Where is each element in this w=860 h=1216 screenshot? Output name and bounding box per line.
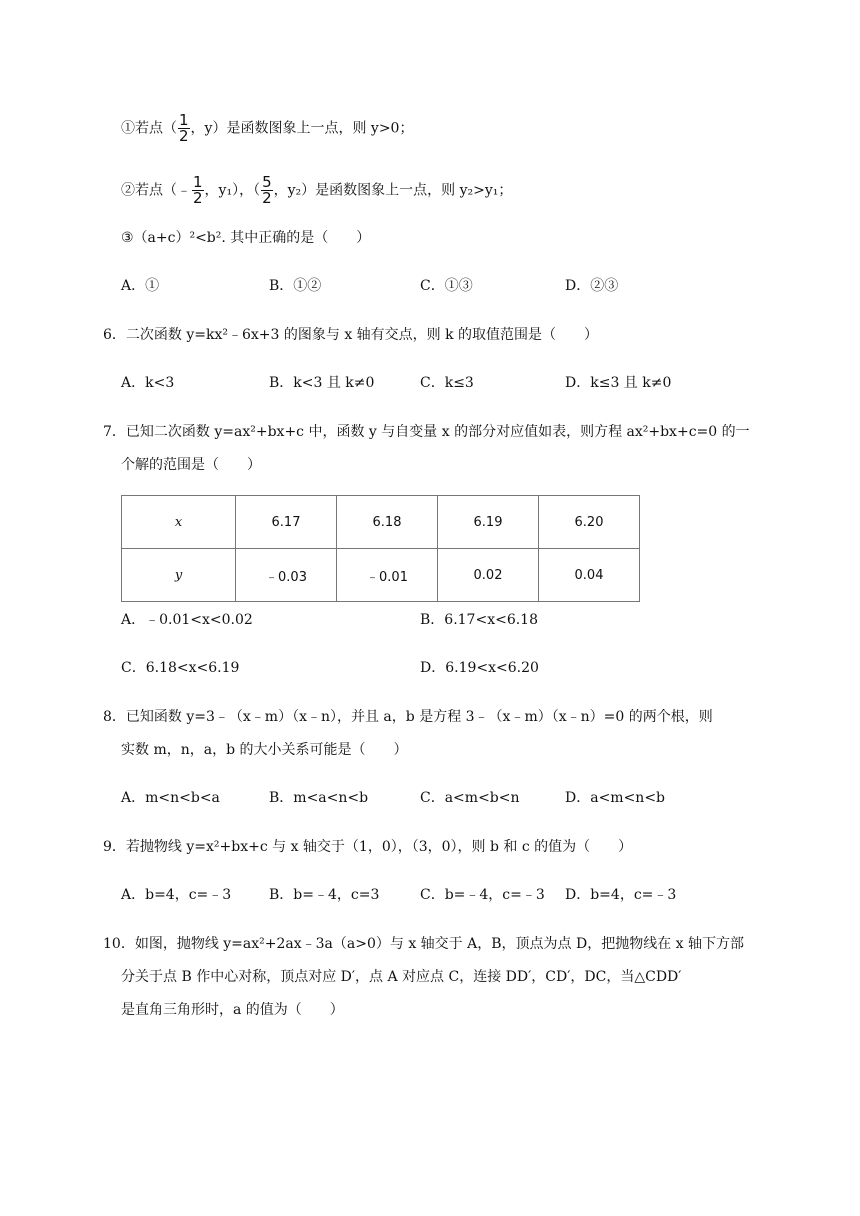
q8-option-b: B．m<a<n<b — [269, 790, 369, 806]
q10-stem-line-1: 10．如图，抛物线 y=ax²+2ax﹣3a（a>0）与 x 轴交于 A，B，顶点为点 D，把抛物线在 x 轴下方部 — [103, 936, 744, 952]
q5-statement-2 — [121, 175, 512, 206]
q9-option-b: B．b=﹣4，c=3 — [269, 887, 380, 903]
q5-statement-1 — [121, 113, 413, 144]
q7-option-d: D．6.19<x<6.20 — [420, 660, 539, 676]
q6-option-b: B．k<3 且 k≠0 — [269, 375, 375, 391]
table-cell: ﹣0.03 — [236, 549, 337, 602]
table-cell: 0.04 — [539, 549, 640, 602]
q5-s2-mid: ，y₁），（ — [204, 182, 261, 199]
q9-option-d: D．b=4，c=﹣3 — [565, 887, 677, 903]
q5-option-d: D．②③ — [565, 278, 619, 294]
q9-stem: 9．若抛物线 y=x²+bx+c 与 x 轴交于（1，0），（3，0），则 b 和 c 的值为（ ） — [103, 839, 633, 855]
q5-option-b: B．①② — [269, 278, 322, 294]
q10-stem-line-3: 是直角三角形时，a 的值为（ ） — [121, 1002, 344, 1018]
table-cell: 6.17 — [236, 496, 337, 549]
q5-s1-post: ，y）是函数图象上一点，则 y>0； — [190, 120, 414, 137]
q8-option-d: D．a<m<n<b — [565, 790, 666, 806]
values-table — [121, 495, 640, 602]
q7-stem-line-1: 7．已知二次函数 y=ax²+bx+c 中，函数 y 与自变量 x 的部分对应值如表，则方程 ax²+bx+c=0 的一 — [103, 424, 750, 440]
q7-option-b: B．6.17<x<6.18 — [420, 612, 538, 628]
table-cell: ﹣0.01 — [337, 549, 438, 602]
table-cell: 6.18 — [337, 496, 438, 549]
q6-option-a: A．k<3 — [121, 375, 175, 391]
fraction-one-half: $\frac{1}{2}$ — [193, 173, 203, 207]
q7-option-c: C．6.18<x<6.19 — [121, 660, 240, 676]
q5-s2-post: ，y₂）是函数图象上一点，则 y₂>y₁； — [273, 182, 513, 199]
table-cell: 6.19 — [438, 496, 539, 549]
q6-option-d: D．k≤3 且 k≠0 — [565, 375, 672, 391]
table-cell: 6.20 — [539, 496, 640, 549]
table-row-x — [122, 496, 640, 549]
q5-s1-pre: ①若点（ — [121, 120, 177, 137]
table-header-y: y — [122, 549, 236, 602]
table-header-x: x — [122, 496, 236, 549]
q6-option-c: C．k≤3 — [420, 375, 474, 391]
q8-stem-line-2: 实数 m，n，a，b 的大小关系可能是（ ） — [121, 742, 408, 758]
q8-option-a: A．m<n<b<a — [121, 790, 220, 806]
q8-stem-line-1: 8．已知函数 y=3﹣（x﹣m）（x﹣n），并且 a，b 是方程 3﹣（x﹣m）（x﹣n）=0 的两个根，则 — [103, 709, 713, 725]
q5-option-a: A．① — [121, 278, 160, 294]
table-row-y — [122, 549, 640, 602]
q7-option-a: A．﹣0.01<x<0.02 — [121, 612, 253, 628]
q10-stem-line-2: 分关于点 B 作中心对称，顶点对应 D′，点 A 对应点 C，连接 DD′，CD′，DC，当△CDD′ — [121, 969, 682, 985]
q8-option-c: C．a<m<b<n — [420, 790, 520, 806]
q9-option-c: C．b=﹣4，c=﹣3 — [420, 887, 545, 903]
q5-statement-3: ③（a+c）²<b². 其中正确的是（ ） — [121, 230, 371, 246]
table-cell: 0.02 — [438, 549, 539, 602]
fraction-one-half: $\frac{1}{2}$ — [179, 111, 189, 145]
q6-stem: 6．二次函数 y=kx²﹣6x+3 的图象与 x 轴有交点，则 k 的取值范围是（ ） — [103, 327, 599, 343]
q5-s2-pre: ②若点（﹣ — [121, 182, 191, 199]
q5-option-c: C．①③ — [420, 278, 473, 294]
fraction-five-halves: $\frac{5}{2}$ — [262, 173, 272, 207]
q7-stem-line-2: 个解的范围是（ ） — [121, 457, 261, 473]
q9-option-a: A．b=4，c=﹣3 — [121, 887, 232, 903]
